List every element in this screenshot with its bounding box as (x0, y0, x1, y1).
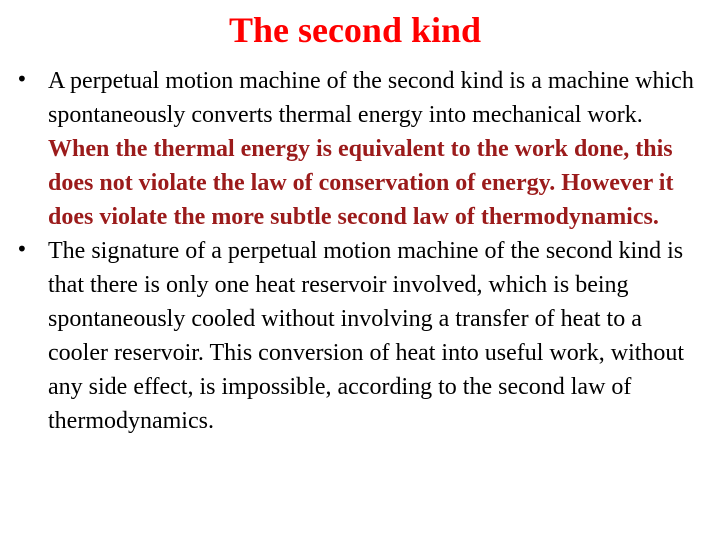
bullet-item-2 (16, 234, 702, 438)
bullet-text-plain: A perpetual motion machine of the second kind is a machine which spontaneously converts thermal energy into mechanical work. (48, 68, 694, 128)
bullet-icon: • (16, 237, 28, 261)
bullet-item-1 (16, 64, 702, 234)
slide-title: The second kind (228, 10, 482, 50)
bullet-text-plain: The signature of a perpetual motion machine of the second kind is that there is only one heat reservoir involved, which is being spontaneously cooled without involving a transfer of heat to a cooler reservoir. This conversion of heat into useful work, without any side effect, is impossible, according to the second law of thermodynamics. (48, 238, 685, 434)
bullet-icon: • (16, 67, 28, 91)
bullet-text-emphasis: When the thermal energy is equivalent to the work done, this does not violate the law of conservation of energy. However it does violate the more subtle second law of thermodynamics. (48, 136, 674, 230)
bullet-list (16, 64, 702, 438)
